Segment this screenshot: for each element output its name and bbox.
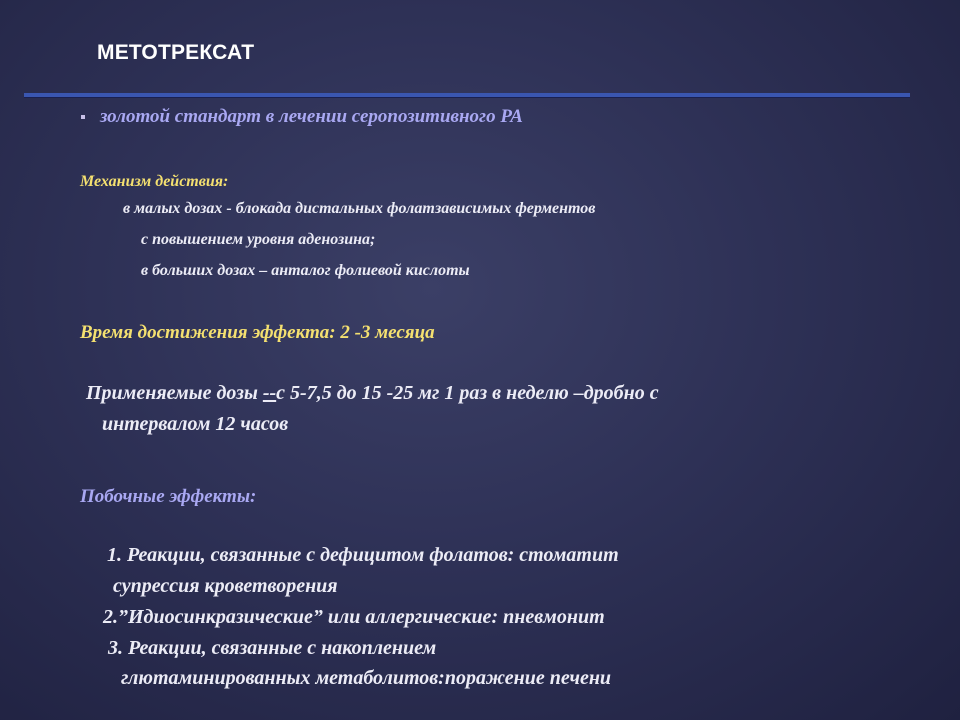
bullet-gold-standard: золотой стандарт в лечении серопозитивного РА [100,106,523,127]
title-divider [24,93,910,98]
doses-dash: -- [262,382,277,404]
mechanism-heading: Механизм действия: [80,173,229,190]
doses-line-1 [86,382,659,405]
doses-range: с 5-7,5 до 15 -25 мг 1 раз в неделю –дробно с [276,382,659,404]
side-effects-heading: Побочные эффекты: [80,486,257,507]
mechanism-line-1: в малых дозах - блокада дистальных фолатзависимых ферментов [123,200,596,217]
side-effect-1: 1. Реакции, связанные с дефицитом фолатов: стоматит [107,544,619,566]
side-effect-3-cont: глютаминированных метаболитов:поражение печени [121,667,612,689]
doses-line-2: интервалом 12 часов [102,413,289,435]
side-effect-3: 3. Реакции, связанные с накоплением [108,637,437,659]
slide-title: МЕТОТРЕКСАТ [97,41,255,64]
onset-line: Время достижения эффекта: 2 -3 месяца [80,322,435,343]
side-effect-2: 2.”Идиосинкразические” или аллергические: пневмонит [103,606,605,628]
mechanism-line-3: в больших дозах – анталог фолиевой кислоты [141,262,470,279]
mechanism-line-2: с повышением уровня аденозина; [141,231,376,248]
bullet-square-icon [81,115,85,119]
doses-label: Применяемые дозы [86,382,258,404]
side-effect-1-cont: супрессия кроветворения [113,575,338,597]
